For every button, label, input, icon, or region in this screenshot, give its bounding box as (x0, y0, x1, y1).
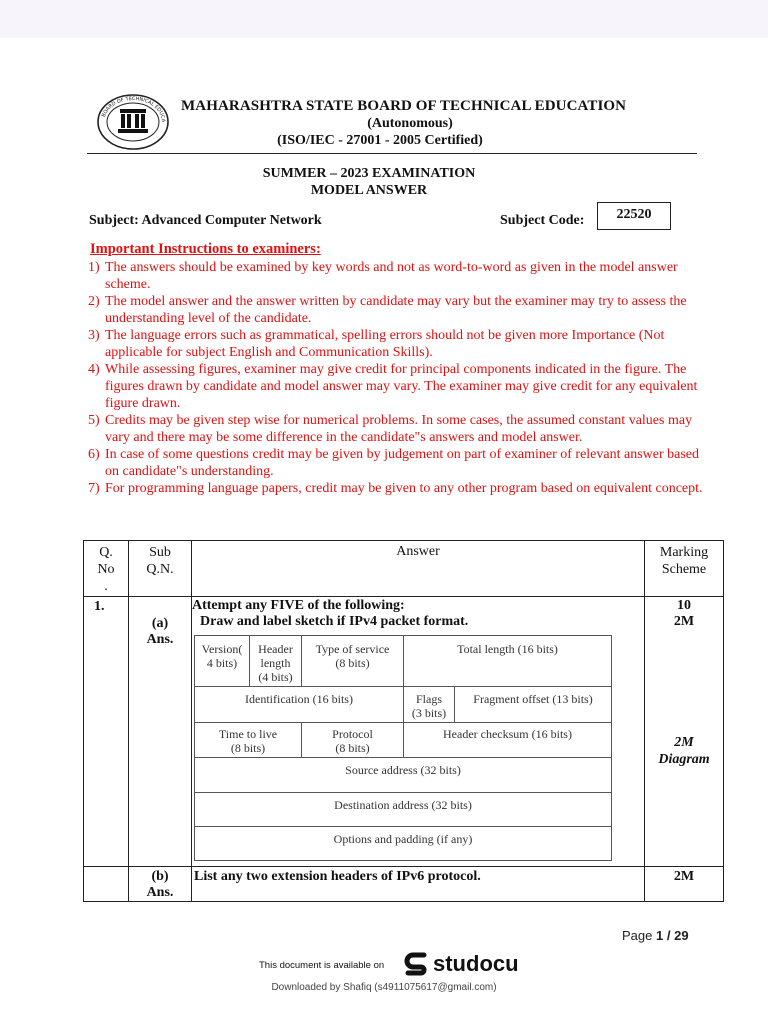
field-header-length: Header length (4 bits) (249, 635, 302, 687)
sub-question: (b) Ans. (129, 867, 192, 902)
instruction-item: 1) The answers should be examined by key words and not as word-to-word as given in the model answer scheme. (88, 260, 678, 292)
table-row (84, 867, 724, 902)
instructions-list (88, 259, 708, 497)
studocu-wordmark: studocu (433, 951, 519, 976)
instruction-item: 2) The model answer and the answer written by candidate may vary but the examiner may try to assess the understanding level of the candidate. (88, 294, 687, 326)
field-header-checksum: Header checksum (16 bits) (403, 722, 612, 758)
field-flags: Flags (3 bits) (403, 686, 455, 723)
ipv4-packet-diagram (194, 635, 612, 853)
downloaded-by-text: Downloaded by Shafiq (s4911075617@gmail.com) (271, 982, 497, 993)
field-protocol: Protocol (8 bits) (301, 722, 404, 758)
page-number: Page 1 / 29 (622, 928, 689, 943)
header-sub-qn: Sub Q.N. (129, 541, 192, 597)
instruction-item: 3) The language errors such as grammatical, spelling errors should not be given more Importance (Not applicable for subject English and Communication Skills). (88, 328, 665, 360)
instruction-item: 6) In case of some questions credit may be given by judgement on part of examiner of relevant answer based on candidate"s understanding. (88, 447, 700, 479)
field-source-address: Source address (32 bits) (194, 757, 612, 793)
autonomous-label: (Autonomous) (367, 116, 453, 131)
field-fragment-offset: Fragment offset (13 bits) (454, 686, 612, 723)
marking-cell: 2M (645, 867, 724, 902)
question-text: Draw and label sketch if IPv4 packet format. (200, 614, 469, 629)
certification-label: (ISO/IEC - 27001 - 2005 Certified) (277, 133, 483, 148)
header-divider (87, 153, 697, 154)
field-time-to-live: Time to live (8 bits) (194, 722, 302, 758)
header-answer: Answer (192, 541, 645, 597)
field-type-of-service: Type of service (8 bits) (301, 635, 404, 687)
field-options-padding: Options and padding (if any) (194, 826, 612, 861)
marking-cell: 10 2M 2M Diagram (645, 597, 724, 867)
exam-title: SUMMER – 2023 EXAMINATION (262, 166, 476, 181)
header-marking-scheme: Marking Scheme (645, 541, 724, 597)
question-number: 1. (84, 597, 129, 867)
sub-question: (a) Ans. (129, 597, 192, 867)
field-destination-address: Destination address (32 bits) (194, 792, 612, 827)
available-on-text: This document is available on (259, 960, 385, 971)
field-version: Version( 4 bits) (194, 635, 250, 687)
field-identification: Identification (16 bits) (194, 686, 404, 723)
table-header-row (84, 541, 724, 597)
instructions-heading: Important Instructions to examiners: (90, 241, 321, 257)
instruction-item: 5) Credits may be given step wise for numerical problems. In some cases, the assumed constant values may vary and there may be some difference in the candidate"s answers and model answer. (88, 413, 693, 445)
board-name: MAHARASHTRA STATE BOARD OF TECHNICAL EDUCATION (181, 98, 627, 114)
subject-name: Subject: Advanced Computer Network (89, 213, 322, 228)
field-total-length: Total length (16 bits) (403, 635, 612, 687)
studocu-logo-icon (402, 949, 432, 979)
exam-subtitle: MODEL ANSWER (310, 183, 428, 198)
subject-code-box: 22520 (597, 202, 671, 230)
header-q-no: Q. No . (84, 541, 129, 597)
question-instruction: Attempt any FIVE of the following: (192, 598, 405, 613)
top-band (0, 0, 768, 38)
instruction-item: 4) While assessing figures, examiner may give credit for principal components indicated in the figure. The figures drawn by candidate and model answer may vary. The examiner may give credit for any equivalent figure drawn. (88, 362, 698, 411)
question-number-empty (84, 867, 129, 902)
subject-code-label: Subject Code: (500, 213, 585, 228)
instruction-item: 7) For programming language papers, credit may be given to any other program based on equivalent concept. (88, 481, 703, 496)
logo-lettering: BOARD OF TECHNICAL EDUCA (100, 95, 167, 123)
question-text: List any two extension headers of IPv6 protocol. (192, 867, 645, 902)
